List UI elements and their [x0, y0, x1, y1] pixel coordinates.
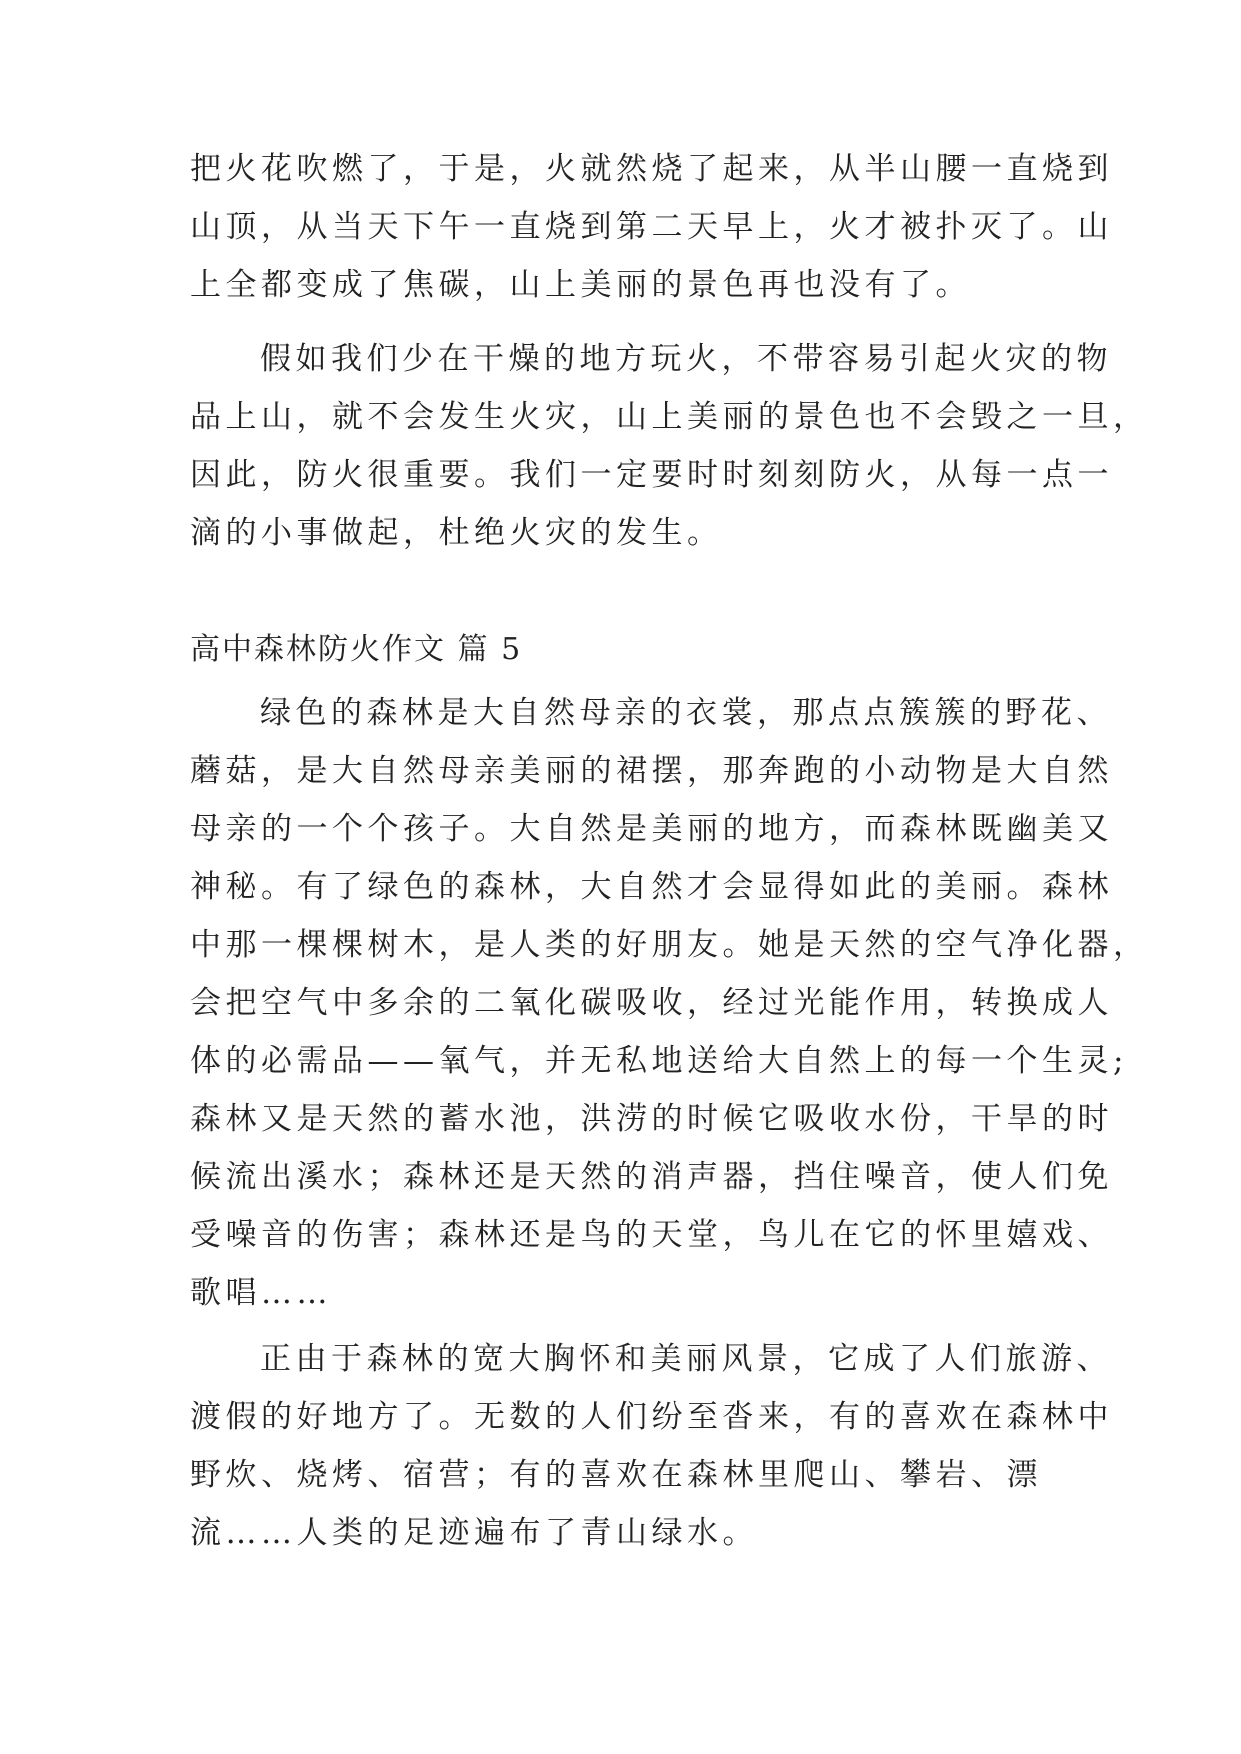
text-line: 山顶，从当天下午一直烧到第二天早上，火才被扑灭了。山	[190, 209, 1113, 245]
text-line: 上全都变成了焦碳，山上美丽的景色再也没有了。	[190, 267, 971, 303]
section-paragraph-2	[190, 1330, 1113, 1562]
text-line: 候流出溪水；森林还是天然的消声器，挡住噪音，使人们免	[190, 1159, 1113, 1195]
text-line: 体的必需品——氧气，并无私地送给大自然上的每一个生灵;	[190, 1043, 1128, 1079]
text-line: 绿色的森林是大自然母亲的衣裳，那点点簇簇的野花、	[260, 695, 1112, 731]
text-line: 母亲的一个个孩子。大自然是美丽的地方，而森林既幽美又	[190, 811, 1113, 847]
text-line: 流……人类的足迹遍布了青山绿水。	[190, 1515, 758, 1551]
text-line: 渡假的好地方了。无数的人们纷至沓来，有的喜欢在森林中	[190, 1399, 1113, 1435]
text-line: 歌唱……	[190, 1275, 332, 1311]
section-paragraph-1	[190, 684, 1149, 1322]
section-heading: 高中森林防火作文 篇 5	[190, 632, 523, 667]
text-line: 假如我们少在干燥的地方玩火，不带容易引起火灾的物	[260, 341, 1112, 377]
text-line: 把火花吹燃了，于是，火就然烧了起来，从半山腰一直烧到	[190, 151, 1113, 187]
text-line: 受噪音的伤害；森林还是鸟的天堂，鸟儿在它的怀里嬉戏、	[190, 1217, 1113, 1253]
text-line: 滴的小事做起，杜绝火灾的发生。	[190, 515, 723, 551]
text-line: 会把空气中多余的二氧化碳吸收，经过光能作用，转换成人	[190, 985, 1113, 1021]
text-line: 正由于森林的宽大胸怀和美丽风景，它成了人们旅游、	[260, 1341, 1112, 1377]
intro-paragraph-1	[190, 140, 1113, 314]
text-line: 神秘。有了绿色的森林，大自然才会显得如此的美丽。森林	[190, 869, 1113, 905]
intro-paragraph-2	[190, 330, 1149, 562]
text-line: 森林又是天然的蓄水池，洪涝的时候它吸收水份，干旱的时	[190, 1101, 1113, 1137]
text-line: 蘑菇，是大自然母亲美丽的裙摆，那奔跑的小动物是大自然	[190, 753, 1113, 789]
text-line: 因此，防火很重要。我们一定要时时刻刻防火，从每一点一	[190, 457, 1113, 493]
text-line: 中那一棵棵树木，是人类的好朋友。她是天然的空气净化器，	[190, 927, 1149, 963]
text-line: 野炊、烧烤、宿营；有的喜欢在森林里爬山、攀岩、漂	[190, 1457, 1042, 1493]
text-line: 品上山，就不会发生火灾，山上美丽的景色也不会毁之一旦，	[190, 399, 1149, 435]
